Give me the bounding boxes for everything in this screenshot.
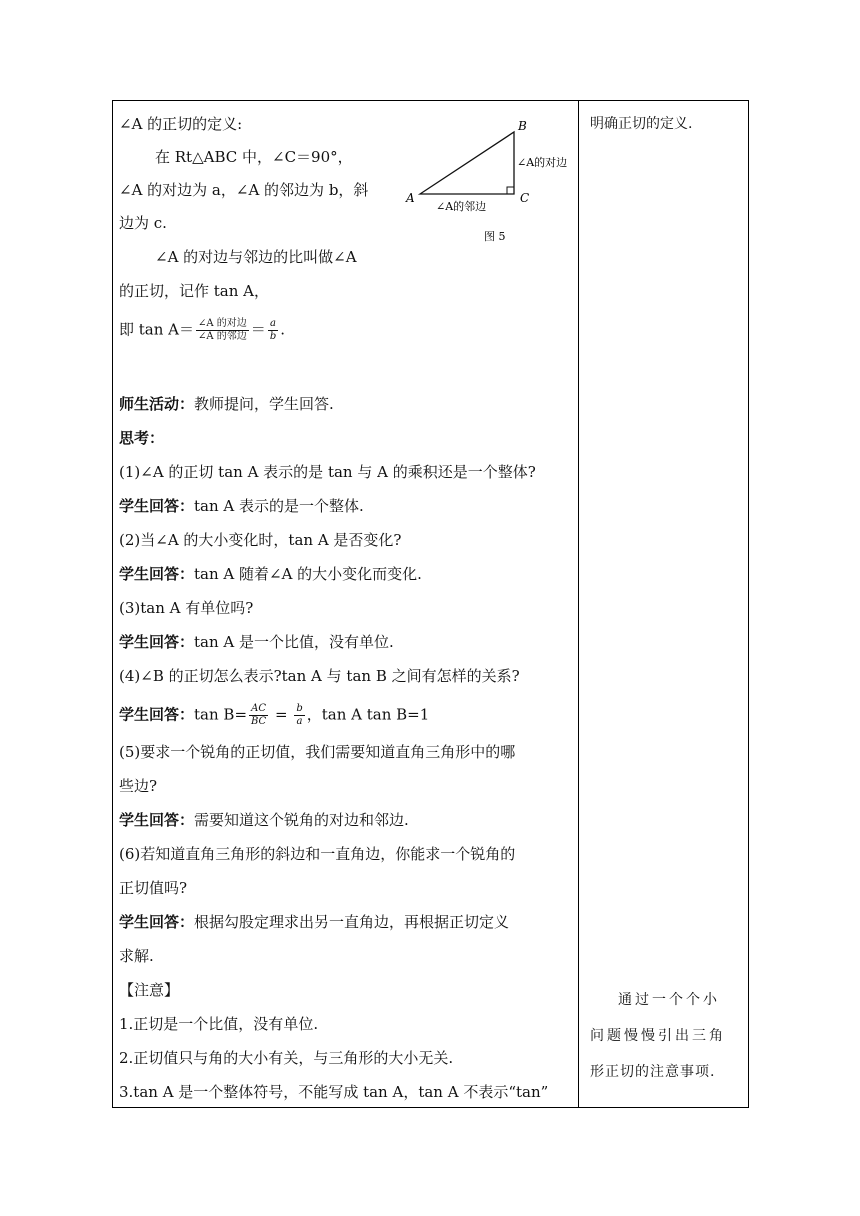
right-note-bottom-3: 形正切的注意事项.	[590, 1064, 716, 1080]
definition-line-3: 边为 c.	[119, 214, 167, 232]
question-4: (4)∠B 的正切怎么表示?tan A 与 tan B 之间有怎样的关系?	[119, 667, 520, 685]
adjacent-side-label: ∠A的邻边	[436, 200, 487, 213]
answer-3-text: tan A 是一个比值，没有单位.	[194, 633, 394, 651]
activity-text: 教师提问，学生回答.	[194, 395, 334, 413]
answer-4-eq: =	[270, 705, 293, 724]
answer-label: 学生回答：	[119, 565, 195, 583]
definition-title: ∠A 的正切的定义:	[119, 115, 243, 133]
answer-6-line-1	[119, 912, 509, 932]
formula-a: a	[268, 318, 278, 331]
answer-6-text: 根据勾股定理求出另一直角边，再根据正切定义	[194, 913, 510, 931]
right-note-top: 明确正切的定义.	[590, 116, 693, 132]
figure-caption: 图 5	[484, 230, 506, 243]
formula-ab-fraction	[268, 318, 278, 343]
answer-4-prefix: tan B=	[194, 705, 248, 724]
answer-4-den-2: a	[296, 716, 303, 727]
answer-4-suffix: ，tan A tan B=1	[306, 705, 430, 724]
definition-line-4: ∠A 的对边与邻边的比叫做∠A	[155, 248, 357, 266]
answer-2-text: tan A 随着∠A 的大小变化而变化.	[194, 565, 422, 583]
answer-4-num-2: b	[296, 703, 303, 714]
question-6-line-1: (6)若知道直角三角形的斜边和一直角边，你能求一个锐角的	[119, 845, 516, 863]
question-5-line-1: (5)要求一个锐角的正切值，我们需要知道直角三角形中的哪	[119, 743, 516, 761]
formula-end: .	[280, 320, 285, 339]
triangle-figure	[402, 116, 582, 246]
right-note-bottom-1: 通过一个个小	[618, 992, 720, 1008]
question-5-line-2: 些边?	[119, 777, 158, 795]
answer-4	[119, 703, 429, 728]
answer-label: 学生回答：	[119, 497, 195, 515]
answer-5	[119, 810, 409, 830]
answer-label: 学生回答：	[119, 913, 195, 931]
note-2: 2.正切值只与角的大小有关，与三角形的大小无关.	[119, 1049, 454, 1067]
vertex-a-label: A	[406, 191, 415, 205]
question-3: (3)tan A 有单位吗?	[119, 599, 254, 617]
answer-4-fraction-2	[294, 703, 304, 728]
definition-line-1: 在 Rt△ABC 中，∠C＝90°，	[155, 148, 353, 166]
triangle-shape	[420, 132, 514, 194]
answer-label: 学生回答：	[119, 811, 195, 829]
note-1: 1.正切是一个比值，没有单位.	[119, 1015, 319, 1033]
right-note-bottom-2: 问题慢慢引出三角	[590, 1028, 726, 1044]
formula-prefix: 即 tan A＝	[119, 320, 195, 339]
question-1: (1)∠A 的正切 tan A 表示的是 tan 与 A 的乘积还是一个整体?	[119, 463, 536, 481]
think-label: 思考：	[119, 429, 165, 447]
column-divider	[578, 100, 579, 1108]
vertex-c-label: C	[520, 191, 530, 205]
question-2: (2)当∠A 的大小变化时，tan A 是否变化?	[119, 531, 402, 549]
answer-2	[119, 564, 422, 584]
activity-label: 师生活动：	[119, 395, 195, 413]
answer-6-line-2: 求解.	[119, 947, 154, 965]
definition-line-5: 的正切，记作 tan A，	[119, 282, 270, 300]
answer-1-text: tan A 表示的是一个整体.	[194, 497, 364, 515]
definition-line-2: ∠A 的对边为 a，∠A 的邻边为 b，斜	[119, 181, 369, 199]
note-title: 【注意】	[119, 981, 180, 999]
question-6-line-2: 正切值吗?	[119, 879, 188, 897]
answer-label: 学生回答：	[119, 633, 195, 651]
answer-4-den-1: BC	[251, 716, 267, 727]
formula-denominator: ∠A 的邻边	[198, 331, 247, 342]
right-angle-mark	[507, 187, 514, 194]
formula-numerator: ∠A 的对边	[198, 318, 247, 329]
formula-equals: ＝	[250, 320, 266, 339]
answer-4-num-1: AC	[249, 703, 268, 716]
vertex-b-label: B	[518, 119, 527, 133]
opposite-side-label: ∠A的对边	[517, 156, 568, 169]
answer-label: 学生回答：	[119, 705, 195, 724]
formula-fraction	[196, 318, 249, 343]
activity-line	[119, 394, 334, 414]
answer-1	[119, 496, 364, 516]
note-3: 3.tan A 是一个整体符号，不能写成 tan A，tan A 不表示“tan”	[119, 1083, 549, 1101]
answer-3	[119, 632, 394, 652]
tan-formula	[119, 318, 285, 343]
formula-b: b	[269, 331, 277, 342]
answer-5-text: 需要知道这个锐角的对边和邻边.	[194, 811, 409, 829]
answer-4-fraction-1	[249, 703, 268, 728]
